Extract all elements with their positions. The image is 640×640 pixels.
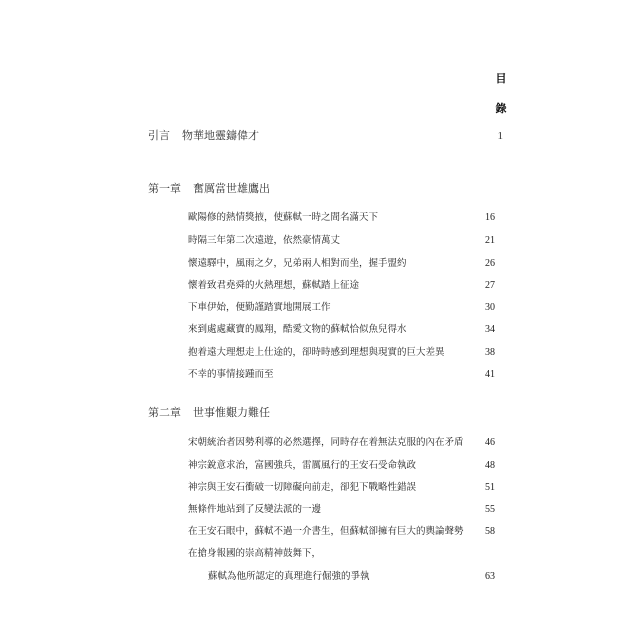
toc-title-char: 目 <box>495 72 507 85</box>
entry-text: 懷遠驛中，風雨之夕，兄弟兩人相對而坐，握手盟約 <box>188 258 407 269</box>
entry-text: 下車伊始，便勤謹踏實地開展工作 <box>188 302 331 313</box>
toc-entry[interactable] <box>188 368 495 382</box>
toc-title-char: 錄 <box>495 102 507 115</box>
toc-entry[interactable] <box>188 234 495 248</box>
entry-page-number: 63 <box>485 571 495 582</box>
chapter-prefix: 第一章 <box>148 182 181 195</box>
intro-page-number: 1 <box>497 130 503 142</box>
toc-entry[interactable] <box>188 323 495 337</box>
toc-entry[interactable] <box>188 436 495 450</box>
chapter-title: 奮厲當世雄鷹出 <box>193 182 270 195</box>
entry-page-number: 30 <box>485 302 495 313</box>
toc-entry[interactable] <box>188 211 495 225</box>
toc-entry[interactable] <box>188 503 495 517</box>
entry-page-number: 46 <box>485 437 495 448</box>
entry-text: 懷着致君堯舜的火熱理想，蘇軾踏上征途 <box>188 280 360 291</box>
entry-text: 神宗銳意求治，富國強兵，雷厲風行的王安石受命執政 <box>188 460 417 471</box>
toc-entry[interactable] <box>188 257 495 271</box>
entry-text: 時隔三年第二次遠遊，依然豪情萬丈 <box>188 235 341 246</box>
entry-page-number: 16 <box>485 212 495 223</box>
toc-intro[interactable] <box>148 128 503 144</box>
toc-entry-continuation[interactable] <box>208 570 495 584</box>
entry-page-number: 26 <box>485 258 495 269</box>
entry-page-number: 51 <box>485 482 495 493</box>
entry-text: 在王安石眼中，蘇軾不過一介書生，但蘇軾卻擁有巨大的輿論聲勢 <box>188 526 464 537</box>
toc-entry[interactable] <box>188 301 495 315</box>
entry-page-number: 55 <box>485 504 495 515</box>
chapter-prefix: 第二章 <box>148 406 181 419</box>
entry-page-number: 27 <box>485 280 495 291</box>
entry-text: 抱着遠大理想走上仕途的，卻時時感到理想與現實的巨大差異 <box>188 347 445 358</box>
chapter-title: 世事惟艱力難任 <box>193 406 270 419</box>
entry-page-number: 41 <box>485 369 495 380</box>
entry-page-number: 34 <box>485 324 495 335</box>
entry-text: 不幸的事情接踵而至 <box>188 369 274 380</box>
entry-text: 歐陽修的熱情獎掖，使蘇軾一時之間名滿天下 <box>188 212 379 223</box>
chapter-2-heading[interactable] <box>148 405 503 421</box>
toc-entry[interactable] <box>188 525 495 539</box>
entry-text: 神宗與王安石衝破一切障礙向前走，卻犯下戰略性錯誤 <box>188 482 417 493</box>
intro-title: 物華地靈鑄偉才 <box>182 129 259 142</box>
entry-page-number: 38 <box>485 347 495 358</box>
chapter-1-heading[interactable] <box>148 181 503 197</box>
intro-prefix: 引言 <box>148 129 170 142</box>
toc-entry[interactable] <box>188 279 495 293</box>
entry-page-number: 21 <box>485 235 495 246</box>
entry-text: 來到處處藏寶的鳳翔，酷愛文物的蘇軾恰似魚兒得水 <box>188 324 407 335</box>
entry-text: 無條件地站到了反變法派的一邊 <box>188 504 322 515</box>
entry-text: 在搶身報國的崇高精神鼓舞下， <box>188 548 322 559</box>
entry-text: 宋朝統治者因勢利導的必然選擇，同時存在着無法克服的內在矛盾 <box>188 437 464 448</box>
toc-entry[interactable] <box>188 547 495 561</box>
toc-title <box>492 64 510 124</box>
toc-entry[interactable] <box>188 459 495 473</box>
entry-text: 蘇軾為他所認定的真理進行倔強的爭執 <box>208 571 370 582</box>
toc-entry[interactable] <box>188 346 495 360</box>
entry-page-number: 48 <box>485 460 495 471</box>
entry-page-number: 58 <box>485 526 495 537</box>
toc-entry[interactable] <box>188 481 495 495</box>
